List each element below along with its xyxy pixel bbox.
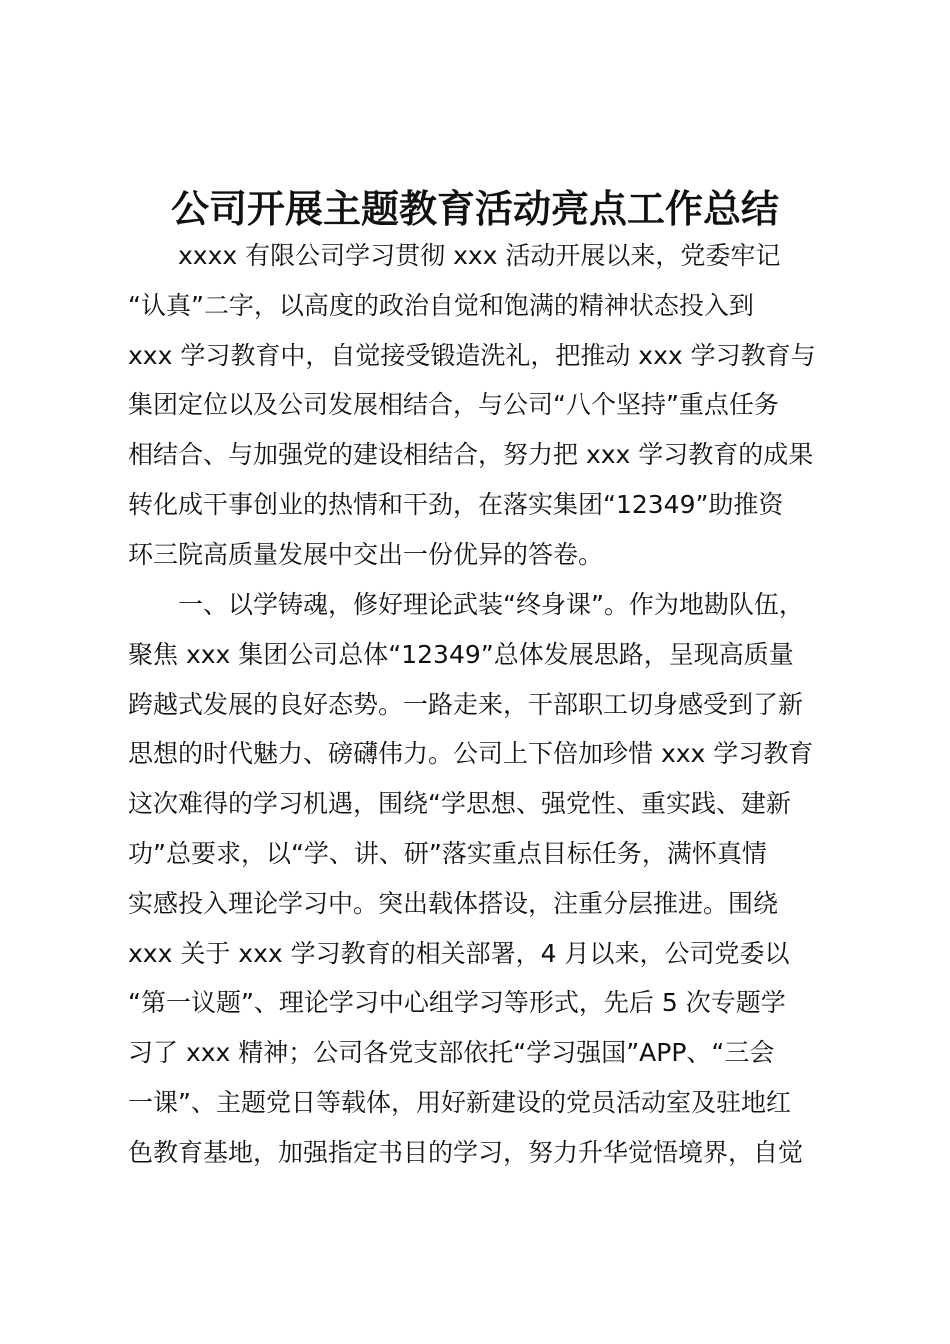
text-line: 相结合、与加强党的建设相结合，努力把 xxx 学习教育的成果 [128, 440, 814, 470]
text-line: “认真”二字，以高度的政治自觉和饱满的精神状态投入到 [128, 290, 754, 320]
text-line: 色教育基地，加强指定书目的学习，努力升华觉悟境界，自觉 [128, 1137, 804, 1167]
text-line: 一课”、主题党日等载体，用好新建设的党员活动室及驻地红 [128, 1087, 791, 1117]
paragraph-intro [128, 231, 840, 580]
text-line: 跨越式发展的良好态势。一路走来，干部职工切身感受到了新 [128, 689, 804, 719]
text-line: 聚焦 xxx 集团公司总体“12349”总体发展思路，呈现高质量 [128, 639, 794, 669]
text-line: xxxx 有限公司学习贯彻 xxx 活动开展以来，党委牢记 [178, 241, 781, 270]
text-line: 习了 xxx 精神；公司各党支部依托“学习强国”APP、“三会 [128, 1038, 775, 1068]
paragraph-section-one [128, 580, 840, 1178]
text-line: 转化成干事创业的热情和干劲，在落实集团“12349”助推资 [128, 489, 784, 519]
text-line: 这次难得的学习机遇，围绕“学思想、强党性、重实践、建新 [128, 789, 791, 819]
text-line: 一、以学铸魂，修好理论武装“终身课”。作为地勘队伍， [178, 590, 804, 619]
text-line: xxx 学习教育中，自觉接受锻造洗礼，把推动 xxx 学习教育与 [128, 340, 816, 370]
document-title: 公司开展主题教育活动亮点工作总结 [170, 187, 779, 231]
text-line: 集团定位以及公司发展相结合，与公司“八个坚持”重点任务 [128, 390, 779, 420]
text-line: 环三院高质量发展中交出一份优异的答卷。 [128, 539, 604, 569]
text-line: 实感投入理论学习中。突出载体搭设，注重分层推进。围绕 [128, 888, 779, 918]
text-line: “第一议题”、理论学习中心组学习等形式，先后 5 次专题学 [128, 988, 786, 1018]
text-line: xxx 关于 xxx 学习教育的相关部署，4 月以来，公司党委以 [128, 938, 790, 968]
text-line: 思想的时代魅力、磅礴伟力。公司上下倍加珍惜 xxx 学习教育 [128, 739, 814, 769]
text-line: 功”总要求，以“学、讲、研”落实重点目标任务，满怀真情 [128, 838, 767, 868]
